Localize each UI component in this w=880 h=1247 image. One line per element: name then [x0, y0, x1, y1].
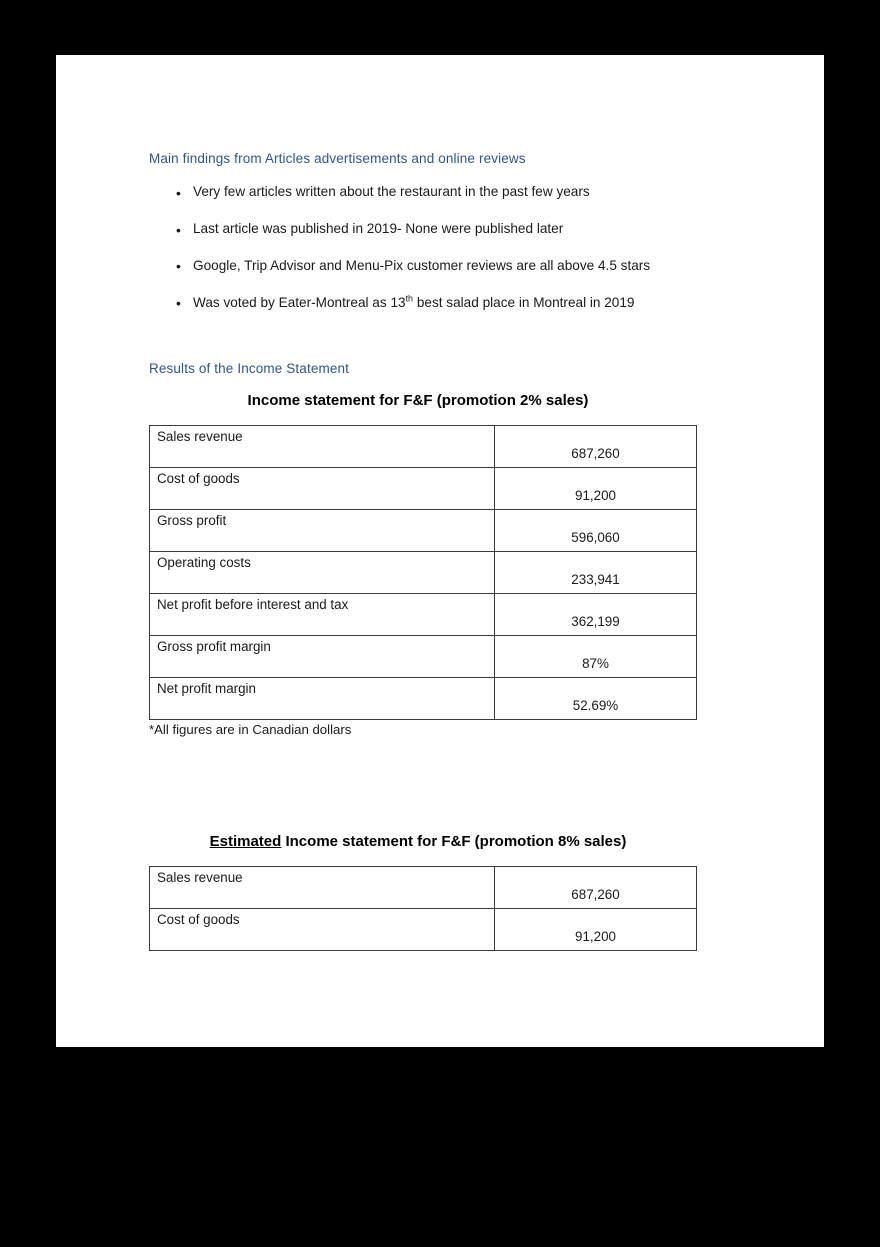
heading-results-income-statement: Results of the Income Statement [149, 361, 350, 376]
table-two-title-underlined: Estimated [209, 833, 282, 850]
row-value: 362,199 [495, 593, 697, 635]
row-label: Gross profit margin [150, 635, 495, 677]
list-item-text: Very few articles written about the restaurant in the past few years [193, 184, 590, 199]
findings-bullet-list [149, 183, 749, 330]
list-item [149, 220, 749, 238]
income-statement-block-two [149, 833, 689, 951]
row-value: 687,260 [495, 866, 697, 908]
row-value: 687,260 [495, 425, 697, 467]
table-row [150, 425, 697, 467]
list-item [149, 257, 749, 275]
row-label: Gross profit [150, 509, 495, 551]
table-one-title: Income statement for F&F (promotion 2% sales) [247, 392, 589, 409]
row-label: Net profit margin [150, 677, 495, 719]
row-value: 87% [495, 635, 697, 677]
bullet-dot-icon: • [176, 221, 181, 238]
table-row [150, 467, 697, 509]
income-statement-table-2pct [149, 425, 697, 720]
table-one-footnote: *All figures are in Canadian dollars [149, 721, 352, 737]
row-value: 91,200 [495, 908, 697, 950]
bullet-dot-icon: • [176, 184, 181, 201]
row-label: Sales revenue [150, 425, 495, 467]
document-page [56, 55, 824, 1047]
row-label: Sales revenue [150, 866, 495, 908]
row-label: Net profit before interest and tax [150, 593, 495, 635]
list-item-text: Google, Trip Advisor and Menu-Pix customer reviews are all above 4.5 stars [193, 257, 651, 273]
table-two-body [150, 866, 697, 950]
income-statement-table-8pct [149, 866, 697, 951]
list-item-text-after: best salad place in Montreal in 2019 [413, 294, 635, 310]
list-item-text-before: Was voted by Eater-Montreal as 13 [193, 294, 406, 310]
table-row [150, 908, 697, 950]
row-value: 91,200 [495, 467, 697, 509]
row-label: Cost of goods [150, 908, 495, 950]
list-item [149, 294, 749, 312]
table-row [150, 509, 697, 551]
table-one-body [150, 425, 697, 719]
row-value: 233,941 [495, 551, 697, 593]
income-statement-block-one [149, 392, 689, 738]
table-row [150, 677, 697, 719]
table-row [150, 635, 697, 677]
table-row [150, 551, 697, 593]
table-two-title [149, 833, 687, 852]
bullet-dot-icon: • [176, 258, 181, 275]
row-label: Cost of goods [150, 467, 495, 509]
list-item-text: Last article was published in 2019- None were published later [193, 220, 564, 236]
ordinal-suffix: th [405, 293, 414, 303]
row-value: 52.69% [495, 677, 697, 719]
table-two-title-rest: Income statement for F&F (promotion 8% sales) [281, 833, 627, 850]
table-row [150, 593, 697, 635]
table-row [150, 866, 697, 908]
heading-main-findings: Main findings from Articles advertisements and online reviews [149, 151, 526, 166]
bullet-dot-icon: • [176, 295, 181, 312]
row-value: 596,060 [495, 509, 697, 551]
row-label: Operating costs [150, 551, 495, 593]
list-item [149, 183, 749, 201]
